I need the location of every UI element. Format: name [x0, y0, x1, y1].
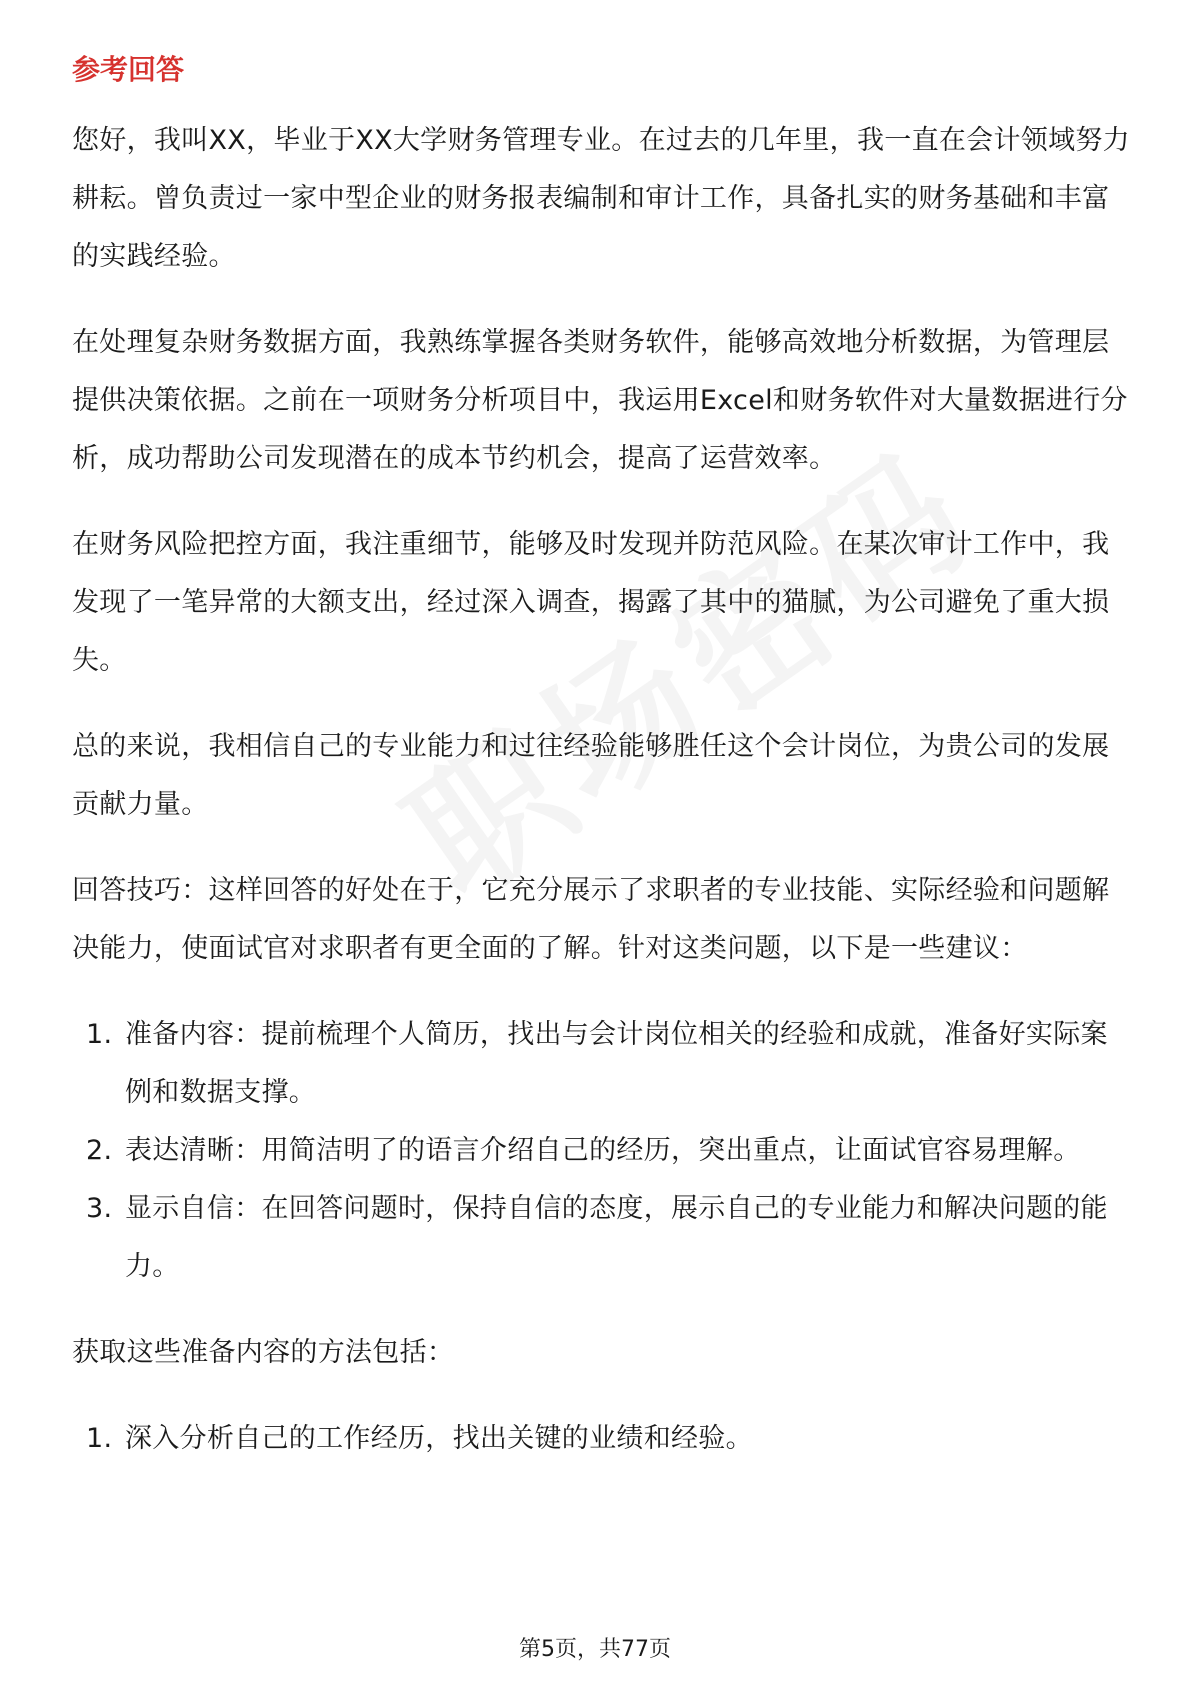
methods-list	[72, 1410, 1132, 1468]
paragraph-intro: 您好，我叫XX，毕业于XX大学财务管理专业。在过去的几年里，我一直在会计领域努力耕耘。曾负责过一家中型企业的财务报表编制和审计工作，具备扎实的财务基础和丰富的实践经验。	[72, 125, 1130, 272]
paragraph-data-analysis: 在处理复杂财务数据方面，我熟练掌握各类财务软件，能够高效地分析数据，为管理层提供决策依据。之前在一项财务分析项目中，我运用Excel和财务软件对大量数据进行分析，成功帮助公司发现潜在的成本节约机会，提高了运营效率。	[72, 327, 1128, 474]
paragraph-methods-intro: 获取这些准备内容的方法包括：	[72, 1337, 455, 1368]
section-heading: 参考回答	[72, 53, 185, 86]
paragraph-summary: 总的来说，我相信自己的专业能力和过往经验能够胜任这个会计岗位，为贵公司的发展贡献力量。	[72, 731, 1110, 820]
paragraph-answer-tips: 回答技巧：这样回答的好处在于，它充分展示了求职者的专业技能、实际经验和问题解决能力，使面试官对求职者有更全面的了解。针对这类问题，以下是一些建议：	[72, 875, 1110, 964]
paragraph-risk-control: 在财务风险把控方面，我注重细节，能够及时发现并防范风险。在某次审计工作中，我发现了一笔异常的大额支出，经过深入调查，揭露了其中的猫腻，为公司避免了重大损失。	[72, 529, 1110, 676]
list-number: 2.	[86, 1135, 113, 1166]
list-item	[72, 1122, 1132, 1180]
list-item-text: 准备内容：提前梳理个人简历，找出与会计岗位相关的经验和成就，准备好实际案例和数据支撑。	[125, 1019, 1108, 1108]
list-item-text: 表达清晰：用简洁明了的语言介绍自己的经历，突出重点，让面试官容易理解。	[125, 1135, 1081, 1166]
tips-list	[72, 1006, 1132, 1296]
list-number: 3.	[86, 1193, 113, 1224]
list-number: 1.	[86, 1423, 113, 1454]
list-item	[72, 1180, 1132, 1296]
page-content	[72, 50, 1132, 1496]
list-item	[72, 1006, 1132, 1122]
list-item	[72, 1410, 1132, 1468]
list-number: 1.	[86, 1019, 113, 1050]
list-item-text: 显示自信：在回答问题时，保持自信的态度，展示自己的专业能力和解决问题的能力。	[125, 1193, 1108, 1282]
page-number-footer: 第5页，共77页	[519, 1637, 671, 1662]
list-item-text: 深入分析自己的工作经历，找出关键的业绩和经验。	[125, 1423, 753, 1454]
